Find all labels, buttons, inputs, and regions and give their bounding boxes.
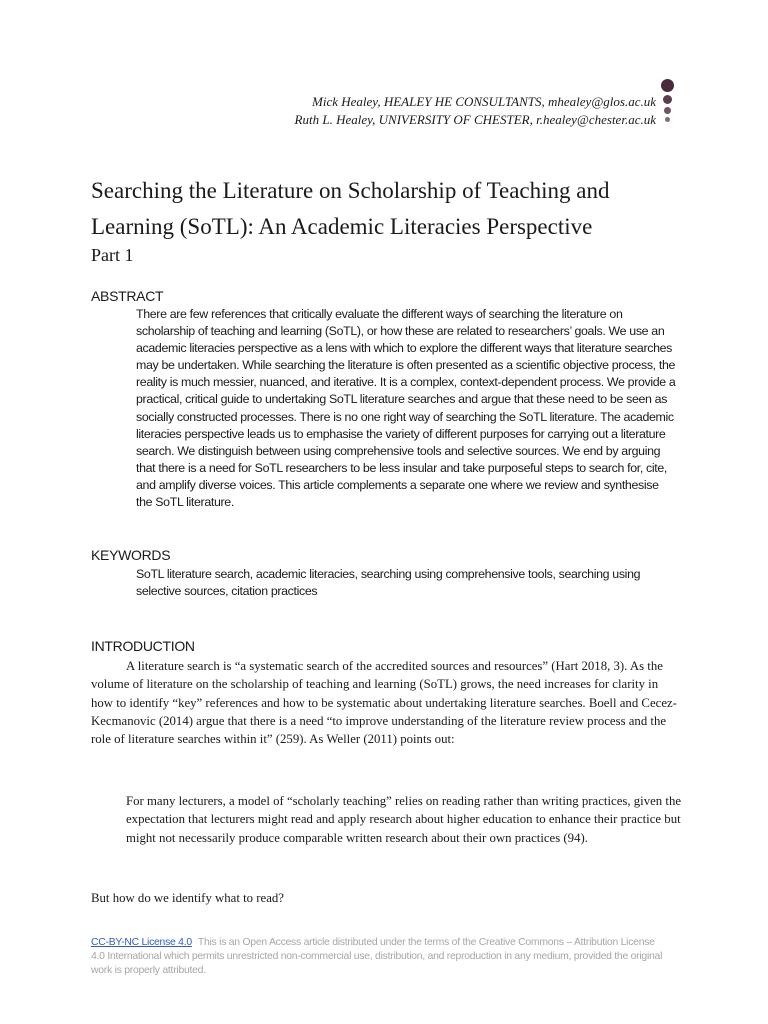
abstract-text: There are few references that critically evaluate the different ways of searching the literature on scholarship of teaching and learning (SoTL), or how these are related to researchers’ goals. We use an academic literacies perspective as a lens with which to explore the different ways that literature searches may be undertaken. While searching the literature is often presented as a scientific objective process, the reality is much messier, nuanced, and iterative. It is a complex, context-dependent process. We provide a practical, critical guide to undertaking SoTL literature searches and argue that these need to be seen as socially constructed processes. There is no one right way of searching the SoTL literature. The academic literacies perspective leads us to emphasise the variety of different purposes for carrying out a literature search. We distinguish between using comprehensive tools and selective sources. We end by arguing that there is a need for SoTL researchers to be less insular and take purposeful steps to search for, cite, and amplify diverse voices. This article complements a separate one where we review and synthesise the SoTL literature. [136, 307, 676, 510]
introduction-text: A literature search is “a systematic search of the accredited sources and resources” (Hart 2018, 3). As the volume of literature on the scholarship of teaching and learning (SoTL) grows, the need increases for clarity in how to identify “key” references and how to be systematic about undertaking literature searches. Boell and Cecez-Kecmanovic (2014) argue that there is a need “to improve understanding of the literature review process and the role of literature searches within it” (259). As Weller (2011) points out: [91, 659, 677, 747]
author-line: Mick Healey, HEALEY HE CONSULTANTS, mhealey@glos.ac.uk [312, 94, 656, 109]
author-line: Ruth L. Healey, UNIVERSITY OF CHESTER, r.healey@chester.ac.uk [294, 112, 656, 127]
decorative-dot [664, 107, 671, 114]
closing-question: But how do we identify what to read? [91, 891, 284, 905]
decorative-dot [661, 79, 674, 92]
keywords-heading: KEYWORDS [91, 547, 171, 563]
article-title [91, 173, 711, 245]
author-block [295, 93, 656, 129]
keywords-text: SoTL literature search, academic literacies, searching using comprehensive tools, searching using selective sources, citation practices [136, 567, 641, 599]
license-footer [91, 936, 671, 978]
decorative-dot [663, 95, 672, 104]
introduction-heading: INTRODUCTION [91, 638, 195, 654]
article-part: Part 1 [91, 245, 134, 265]
block-quote: For many lecturers, a model of “scholarly teaching” relies on reading rather than writing practices, given the expectation that lecturers might read and apply research about higher education to enhance their practice but might not necessarily produce comparable written research about their own practices (94). [126, 794, 682, 845]
license-link[interactable]: CC-BY-NC License 4.0 [91, 937, 192, 948]
introduction-paragraph [91, 657, 681, 748]
decorative-dot [665, 117, 670, 122]
license-text: This is an Open Access article distributed under the terms of the Creative Commons – Attribution License 4.0 International which permits unrestricted non-commercial use, distribution, and reproduction in any medium, provided the original work is properly attributed. [91, 937, 663, 976]
abstract-heading: ABSTRACT [91, 288, 164, 304]
title-line: Searching the Literature on Scholarship of Teaching and [91, 178, 610, 203]
title-line: Learning (SoTL): An Academic Literacies Perspective [91, 214, 593, 239]
